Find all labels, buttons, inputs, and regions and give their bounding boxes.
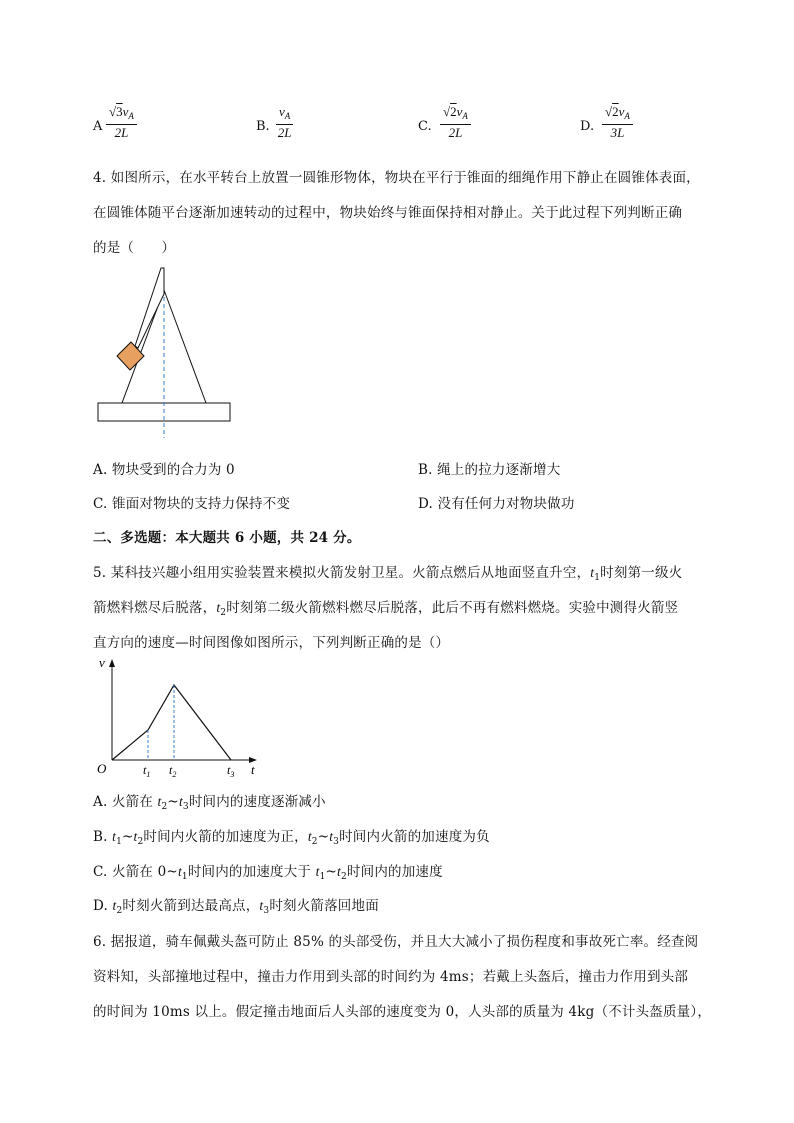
q4-option-b: B. 绳上的拉力逐渐增大 bbox=[418, 462, 561, 478]
q3-option-a-label: A bbox=[93, 119, 103, 134]
q5-option-c: C. 火箭在 $0\sim t_1$时间内的加速度大于 $t_1\sim t_2$时间内的加速度 bbox=[93, 864, 443, 882]
q3-option-d-fraction: $\frac{√2v_A}{3L}$ bbox=[602, 104, 633, 141]
q5-option-d: D. $t_2$时刻火箭到达最高点，$t_3$时刻火箭落回地面 bbox=[93, 898, 379, 916]
q3-option-c-label: C. bbox=[418, 119, 432, 134]
q6-stem-line-3: 的时间为 10ms 以上。假定撞击地面后人头部的速度变为 0，人头部的质量为 4kg（不计头盔质量）， bbox=[93, 1004, 712, 1020]
q5-option-a: A. 火箭在 $t_2\sim t_3$时间内的速度逐渐减小 bbox=[93, 794, 326, 812]
y-axis-label: v bbox=[99, 655, 105, 670]
q5-stem-line-1: 5. 某科技兴趣小组用实验装置来模拟火箭发射卫星。火箭点燃后从地面竖直升空，$t_1$时刻第一级火 bbox=[93, 565, 683, 583]
tick-label-t1: $t_1$ bbox=[143, 763, 151, 779]
q5-stem-line-2: 箭燃料燃尽后脱落，$t_2$时刻第二级火箭燃料燃尽后脱落，此后不再有燃料燃烧。实验中测得火箭竖 bbox=[93, 600, 679, 618]
tick-label-t3: $t_3$ bbox=[227, 763, 235, 779]
q4-option-a: A. 物块受到的合力为 0 bbox=[93, 462, 235, 478]
x-axis-label: t bbox=[251, 762, 255, 777]
q3-option-d-label: D. bbox=[580, 119, 595, 134]
q3-option-b-label: B. bbox=[256, 119, 270, 134]
q3-option-a-fraction: $\frac{√3v_A}{2L}$ bbox=[106, 104, 137, 141]
q4-stem-line-3: 的是（ ） bbox=[93, 240, 176, 256]
velocity-time-graph bbox=[93, 655, 268, 783]
q4-stem-line-2: 在圆锥体随平台逐渐加速转动的过程中，物块始终与锥面保持相对静止。关于此过程下列判断正确 bbox=[93, 205, 683, 221]
q3-option-b-fraction: $\frac{v_A}{2L}$ bbox=[277, 104, 292, 140]
q6-stem-line-2: 资料知，头部撞地过程中，撞击力作用到头部的时间约为 4ms；若戴上头盔后，撞击力作用到头部 bbox=[93, 969, 689, 985]
tick-label-t2: $t_2$ bbox=[169, 763, 177, 779]
origin-label: O bbox=[97, 761, 107, 776]
q5-option-b: B. $t_1\sim t_2$时间内火箭的加速度为正，$t_2\sim t_3$时间内火箭的加速度为负 bbox=[93, 829, 490, 847]
q4-stem-line-1: 4. 如图所示，在水平转台上放置一圆锥形物体，物块在平行于锥面的细绳作用下静止在圆锥体表面， bbox=[93, 170, 700, 186]
q3-option-c-fraction: $\frac{√2v_A}{2L}$ bbox=[440, 104, 471, 141]
cone-diagram bbox=[95, 266, 235, 441]
section-heading-multiple-choice: 二、多选题：本大题共 6 小题，共 24 分。 bbox=[93, 530, 361, 546]
y-axis-arrow bbox=[109, 659, 115, 667]
q4-option-d: D. 没有任何力对物块做功 bbox=[418, 496, 575, 512]
velocity-curve bbox=[112, 685, 231, 760]
q5-stem-line-3: 直方向的速度—时间图像如图所示，下列判断正确的是（） bbox=[93, 635, 450, 651]
q6-stem-line-1: 6. 据报道，骑车佩戴头盔可防止 85% 的头部受伤，并且大大减小了损伤程度和事故死亡率。经查阅 bbox=[93, 934, 699, 950]
q4-option-c: C. 锥面对物块的支持力保持不变 bbox=[93, 496, 291, 512]
